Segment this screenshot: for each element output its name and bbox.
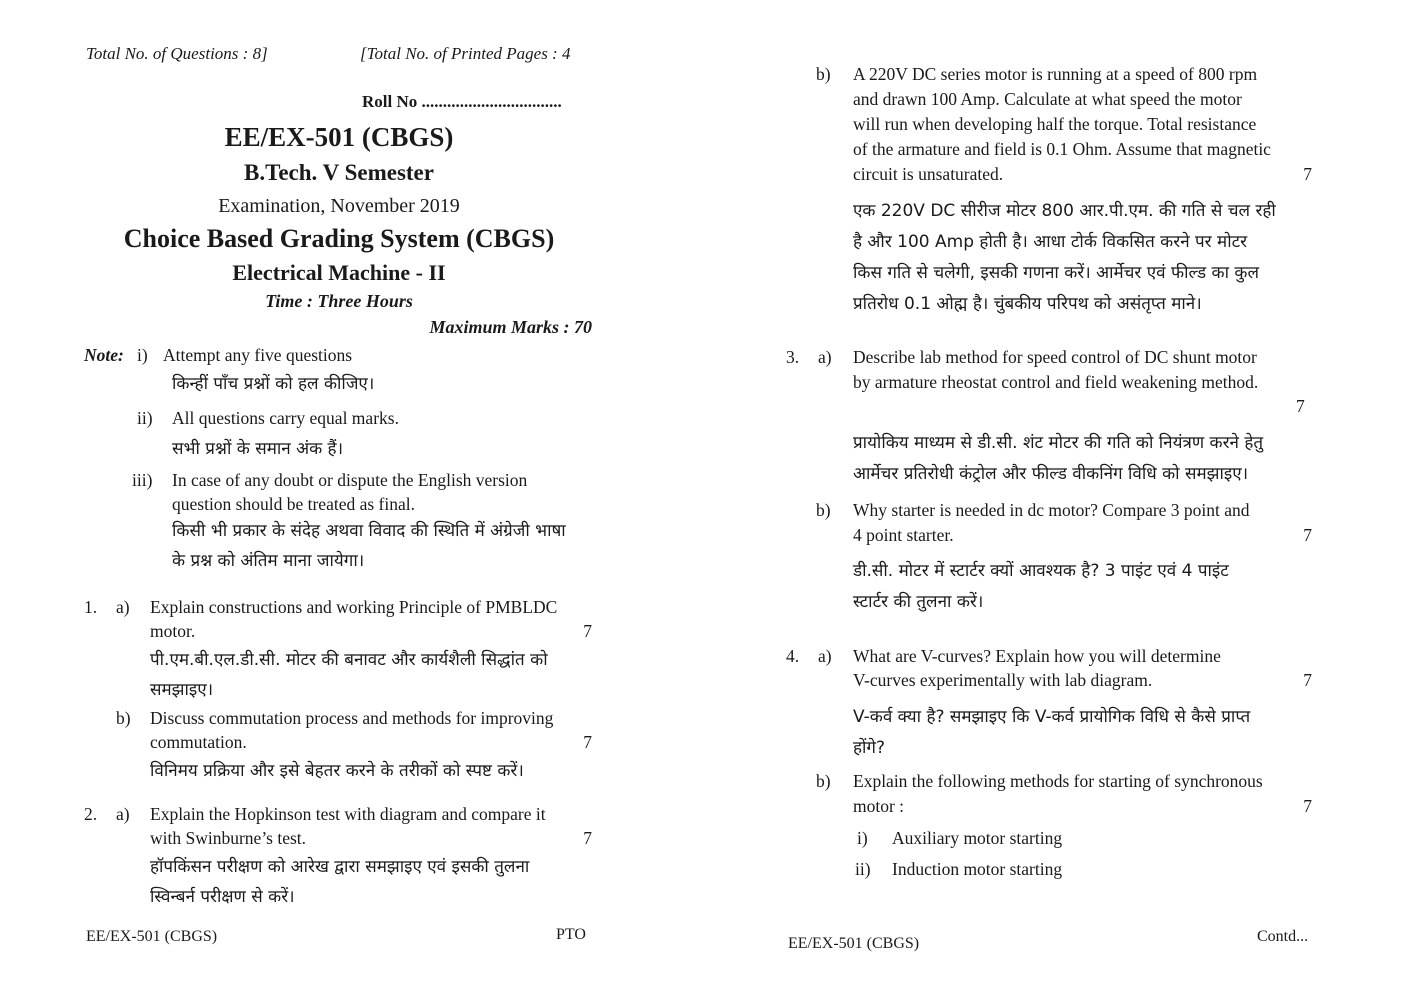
grading-system: Choice Based Grading System (CBGS) xyxy=(123,224,555,253)
exam-date: Examination, November 2019 xyxy=(218,195,460,217)
total-pages: [Total No. of Printed Pages : 4 xyxy=(360,44,571,63)
question-text-hindi: प्रतिरोध 0.1 ओह्म है। चुंबकीय परिपथ को असंतृप्त माने। xyxy=(853,294,1202,314)
question-text: with Swinburne’s test. xyxy=(150,828,307,848)
question-text-hindi: डी.सी. मोटर में स्टार्टर क्यों आवश्यक है? 3 पाइंट एवं 4 पाइंट xyxy=(853,561,1229,581)
question-text-hindi: एक 220V DC सीरीज मोटर 800 आर.पी.एम. की गति से चल रही xyxy=(853,201,1276,221)
question-text: Explain constructions and working Principle of PMBLDC xyxy=(150,597,558,617)
question-text-hindi: पी.एम.बी.एल.डी.सी. मोटर की बनावट और कार्यशैली सिद्धांत को xyxy=(150,650,548,670)
course: B.Tech. V Semester xyxy=(244,160,434,185)
marks: 7 xyxy=(1303,796,1312,816)
question-text: and drawn 100 Amp. Calculate at what speed the motor xyxy=(853,89,1242,109)
question-number: 4. xyxy=(786,646,800,666)
question-text-line xyxy=(853,794,1312,819)
question-text-hindi: विनिमय प्रक्रिया और इसे बेहतर करने के तरीकों को स्पष्ट करें। xyxy=(150,761,524,781)
right-page xyxy=(702,0,1404,992)
question-text: motor. xyxy=(150,621,196,641)
note-text-hindi: किन्हीं पाँच प्रश्नों को हल कीजिए। xyxy=(172,374,375,394)
part-label: a) xyxy=(818,646,832,666)
note-num: ii) xyxy=(137,408,153,428)
sub-item-text: Auxiliary motor starting xyxy=(892,828,1063,848)
part-label: a) xyxy=(818,347,832,367)
marks: 7 xyxy=(583,621,592,641)
sub-item-num: ii) xyxy=(855,859,871,879)
question-text: Describe lab method for speed control of DC shunt motor xyxy=(853,347,1257,367)
note-label: Note: xyxy=(84,345,124,365)
marks: 7 xyxy=(583,828,592,848)
question-text-line xyxy=(853,668,1312,693)
footer-contd: Contd... xyxy=(1257,928,1309,945)
question-text: Explain the Hopkinson test with diagram and compare it xyxy=(150,804,546,824)
time: Time : Three Hours xyxy=(265,291,413,311)
part-label: b) xyxy=(816,64,831,84)
part-label: b) xyxy=(116,708,131,728)
note-num: iii) xyxy=(132,470,153,490)
question-text: A 220V DC series motor is running at a speed of 800 rpm xyxy=(853,64,1258,84)
footer-code: EE/EX-501 (CBGS) xyxy=(788,935,920,952)
max-marks: Maximum Marks : 70 xyxy=(429,317,592,337)
question-text-hindi: स्विन्बर्न परीक्षण से करें। xyxy=(150,887,295,907)
note-text-hindi: के प्रश्न को अंतिम माना जायेगा। xyxy=(172,551,365,571)
note-num: i) xyxy=(137,345,148,365)
question-text-line xyxy=(150,730,592,755)
question-text-hindi: समझाइए। xyxy=(150,680,214,700)
part-label: b) xyxy=(816,500,831,520)
part-label: b) xyxy=(816,771,831,791)
question-text-hindi: होंगे? xyxy=(853,738,886,758)
roll-no: Roll No ................................. xyxy=(362,92,562,111)
subject-title: Electrical Machine - II xyxy=(232,260,446,285)
question-text-hindi: हॉपकिंसन परीक्षण को आरेख द्वारा समझाइए एवं इसकी तुलना xyxy=(150,857,530,877)
part-label: a) xyxy=(116,597,130,617)
question-text: commutation. xyxy=(150,732,247,752)
question-number: 3. xyxy=(786,347,800,367)
note-text: All questions carry equal marks. xyxy=(172,408,399,428)
question-text: V-curves experimentally with lab diagram. xyxy=(853,670,1153,690)
question-text-hindi: किस गति से चलेगी, इसकी गणना करें। आर्मेचर एवं फील्ड का कुल xyxy=(853,263,1259,283)
question-text: motor : xyxy=(853,796,905,816)
question-number: 1. xyxy=(84,597,98,617)
question-text-line xyxy=(853,162,1312,187)
question-text: 4 point starter. xyxy=(853,525,954,545)
question-text-hindi: है और 100 Amp होती है। आधा टोर्क विकसित करने पर मोटर xyxy=(853,232,1248,252)
sub-item-text: Induction motor starting xyxy=(892,859,1063,879)
question-text-line xyxy=(150,619,592,644)
question-text: by armature rheostat control and field weakening method. xyxy=(853,372,1259,392)
footer-code: EE/EX-501 (CBGS) xyxy=(86,928,218,945)
note-text: question should be treated as final. xyxy=(172,494,415,514)
question-text-hindi: आर्मेचर प्रतिरोधी कंट्रोल और फील्ड वीकनिंग विधि को समझाइए। xyxy=(853,464,1249,484)
note-text-hindi: किसी भी प्रकार के संदेह अथवा विवाद की स्थिति में अंग्रेजी भाषा xyxy=(172,521,566,541)
note-text-hindi: सभी प्रश्नों के समान अंक हैं। xyxy=(172,439,344,459)
marks: 7 xyxy=(1303,525,1312,545)
question-text: circuit is unsaturated. xyxy=(853,164,1004,184)
paper-code: EE/EX-501 (CBGS) xyxy=(224,122,454,152)
question-text-hindi: स्टार्टर की तुलना करें। xyxy=(853,592,984,612)
question-text: Why starter is needed in dc motor? Compare 3 point and xyxy=(853,500,1250,520)
total-questions: Total No. of Questions : 8] xyxy=(86,44,268,63)
question-text: What are V-curves? Explain how you will determine xyxy=(853,646,1221,666)
question-text: Discuss commutation process and methods for improving xyxy=(150,708,554,728)
question-text-line xyxy=(150,826,592,851)
question-text-hindi: V-कर्व क्या है? समझाइए कि V-कर्व प्रायोगिक विधि से कैसे प्राप्त xyxy=(853,707,1251,727)
marks: 7 xyxy=(1303,670,1312,690)
question-text: of the armature and field is 0.1 Ohm. Assume that magnetic xyxy=(853,139,1271,159)
footer-pto: PTO xyxy=(556,926,586,943)
sub-item-num: i) xyxy=(857,828,868,848)
part-label: a) xyxy=(116,804,130,824)
marks: 7 xyxy=(583,732,592,752)
note-text: In case of any doubt or dispute the English version xyxy=(172,470,528,490)
question-text: will run when developing half the torque. Total resistance xyxy=(853,114,1257,134)
question-number: 2. xyxy=(84,804,98,824)
question-text-line xyxy=(853,523,1312,548)
note-text: Attempt any five questions xyxy=(163,345,353,365)
marks: 7 xyxy=(1296,396,1305,416)
question-text: Explain the following methods for starting of synchronous xyxy=(853,771,1263,791)
marks: 7 xyxy=(1303,164,1312,184)
question-text-hindi: प्रायोकिय माध्यम से डी.सी. शंट मोटर की गति को नियंत्रण करने हेतु xyxy=(853,433,1264,453)
